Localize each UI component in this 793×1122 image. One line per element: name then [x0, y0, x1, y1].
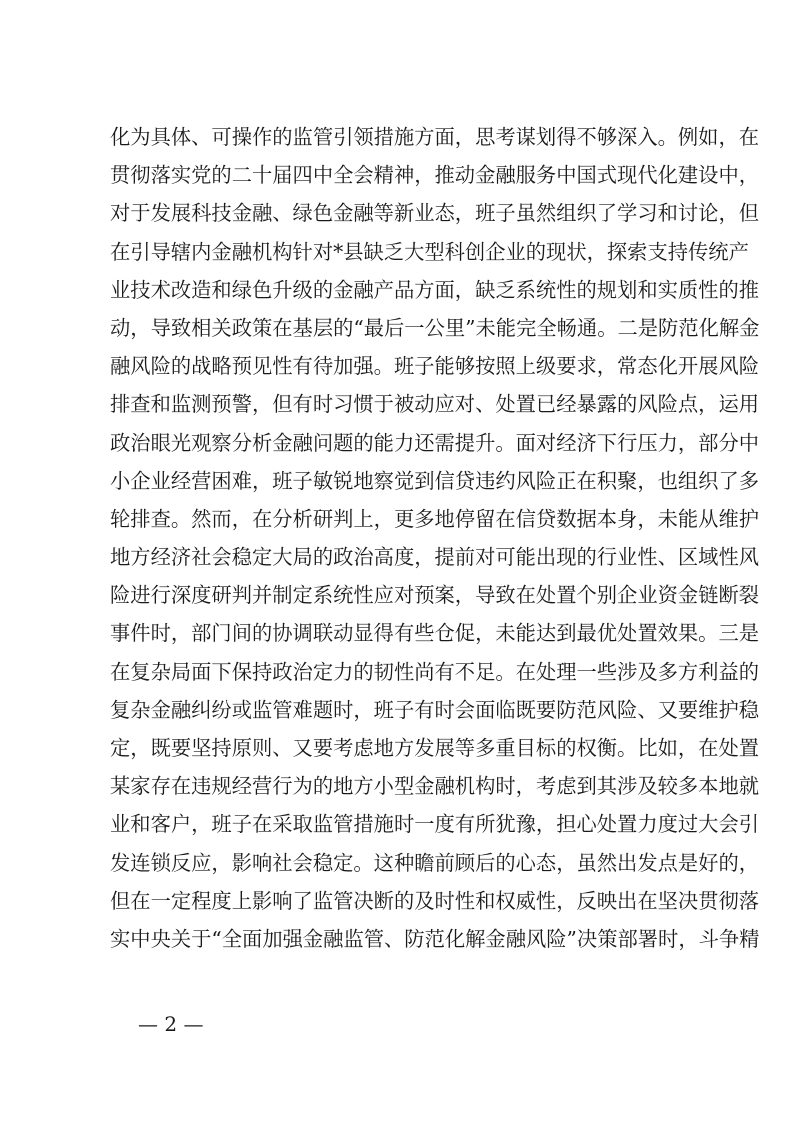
text-line: 实中央关于“全面加强金融监管、防范化解金融风险”决策部署时，斗争精	[110, 926, 760, 951]
text-line: 地方经济社会稳定大局的政治高度，提前对可能出现的行业性、区域性风	[110, 545, 760, 570]
text-line: 发连锁反应，影响社会稳定。这种瞻前顾后的心态，虽然出发点是好的，	[110, 850, 760, 875]
text-line: 险进行深度研判并制定系统性应对预案，导致在处置个别企业资金链断裂	[110, 583, 760, 608]
text-line: 贯彻落实党的二十届四中全会精神，推动金融服务中国式现代化建设中，	[110, 163, 760, 188]
text-line: 政治眼光观察分析金融问题的能力还需提升。面对经济下行压力，部分中	[110, 430, 760, 455]
text-line: 业和客户，班子在采取监管措施时一度有所犹豫，担心处置力度过大会引	[110, 812, 760, 837]
text-line: 定，既要坚持原则、又要考虑地方发展等多重目标的权衡。比如，在处置	[110, 736, 760, 760]
text-line: 融风险的战略预见性有待加强。班子能够按照上级要求，常态化开展风险	[110, 354, 760, 379]
text-line: 复杂金融纠纷或监管难题时，班子有时会面临既要防范风险、又要维护稳	[110, 697, 760, 722]
text-line: 对于发展科技金融、绿色金融等新业态，班子虽然组织了学习和讨论，但	[110, 201, 760, 226]
text-line: 某家存在违规经营行为的地方小型金融机构时，考虑到其涉及较多本地就	[110, 774, 760, 799]
text-line: 化为具体、可操作的监管引领措施方面，思考谋划得不够深入。例如，在	[110, 125, 760, 149]
text-line: 在复杂局面下保持政治定力的韧性尚有不足。在处理一些涉及多方利益的	[110, 659, 760, 684]
text-line: 动，导致相关政策在基层的“最后一公里”未能完全畅通。二是防范化解金	[110, 315, 760, 340]
text-line: 排查和监测预警，但有时习惯于被动应对、处置已经暴露的风险点，运用	[110, 392, 760, 417]
text-line: 轮排查。然而，在分析研判上，更多地停留在信贷数据本身，未能从维护	[110, 506, 760, 531]
text-line: 业技术改造和绿色升级的金融产品方面，缺乏系统性的规划和实质性的推	[110, 277, 760, 302]
text-line: 在引导辖内金融机构针对*县缺乏大型科创企业的现状，探索支持传统产	[110, 239, 749, 264]
text-line: 事件时，部门间的协调联动显得有些仓促，未能达到最优处置效果。三是	[110, 621, 760, 646]
body-paragraph	[110, 118, 760, 958]
page-number: — 2 —	[138, 1012, 204, 1036]
text-line: 小企业经营困难，班子敏锐地察觉到信贷违约风险正在积聚，也组织了多	[110, 468, 760, 493]
text-line: 但在一定程度上影响了监管决断的及时性和权威性，反映出在坚决贯彻落	[110, 888, 760, 913]
